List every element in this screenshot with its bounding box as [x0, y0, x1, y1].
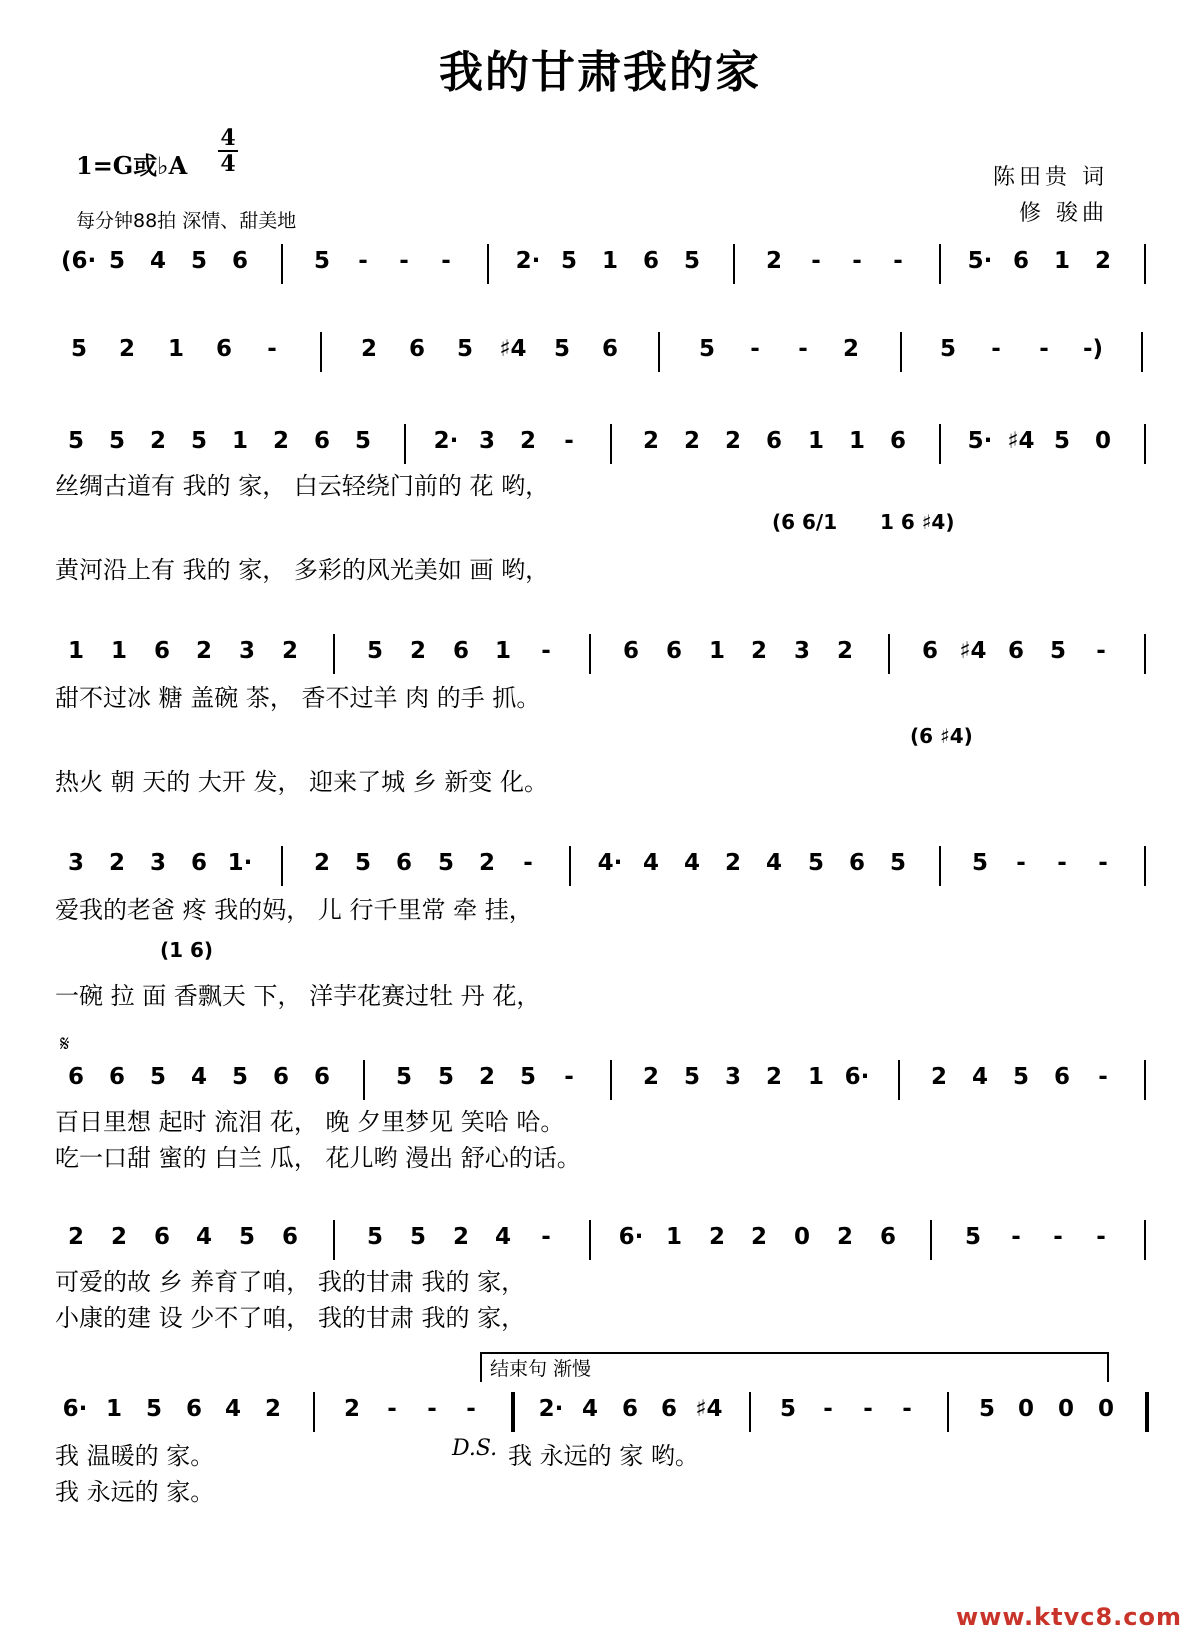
note: - — [863, 1396, 873, 1422]
bar-line — [1144, 846, 1146, 886]
note: - — [466, 1396, 476, 1422]
bar-line — [404, 424, 406, 464]
note: 5 — [108, 248, 125, 274]
bar-line — [1144, 634, 1146, 674]
note: 3 — [724, 1064, 741, 1090]
note: 4 — [224, 1396, 241, 1422]
note: 5 — [1053, 428, 1070, 454]
note: 3 — [149, 850, 166, 876]
note: 6 — [921, 638, 938, 664]
bar-line — [947, 1392, 949, 1432]
bar-line — [313, 1392, 315, 1432]
note: 5 — [149, 1064, 166, 1090]
note: 5 — [683, 1064, 700, 1090]
note: 1· — [227, 850, 253, 876]
bar-line — [333, 1220, 335, 1260]
note: -) — [1082, 336, 1104, 362]
lyric-line: 一碗 拉 面 香飘天 下， 洋芋花赛过牡 丹 花， — [55, 982, 541, 1010]
note: 2 — [108, 850, 125, 876]
note: 4 — [494, 1224, 511, 1250]
note: 5 — [354, 850, 371, 876]
note: - — [1096, 1224, 1106, 1250]
note: 2 — [110, 1224, 127, 1250]
note: 5 — [519, 1064, 536, 1090]
note: 5· — [967, 428, 993, 454]
lyric-line: 丝绸古道有 我的 家， 白云轻绕门前的 花 哟， — [55, 472, 550, 500]
note: 1 — [67, 638, 84, 664]
note: 6· — [618, 1224, 644, 1250]
bar-line — [1144, 424, 1146, 464]
note: 4 — [190, 1064, 207, 1090]
note: 6· — [844, 1064, 870, 1090]
ending-label: 结束句 渐慢 — [490, 1358, 592, 1380]
note: 6 — [67, 1064, 84, 1090]
lyric-line: 百日里想 起时 流泪 花， 晚 夕里梦见 笑哈 哈。 — [55, 1108, 565, 1136]
note: 2 — [281, 638, 298, 664]
note: 3 — [793, 638, 810, 664]
note: 2 — [67, 1224, 84, 1250]
note: - — [852, 248, 862, 274]
note: 2 — [409, 638, 426, 664]
bar-line — [888, 634, 890, 674]
note: - — [523, 850, 533, 876]
lyric-line: 我 永远的 家。 — [55, 1478, 215, 1506]
note: 6 — [1012, 248, 1029, 274]
bar-line — [939, 846, 941, 886]
note: 6 — [660, 1396, 677, 1422]
lyric-line: 黄河沿上有 我的 家， 多彩的风光美如 画 哟， — [55, 556, 550, 584]
note: 1 — [231, 428, 248, 454]
note: 6 — [281, 1224, 298, 1250]
note: 6 — [231, 248, 248, 274]
note: 1 — [601, 248, 618, 274]
note: - — [358, 248, 368, 274]
note: - — [798, 336, 808, 362]
note: 2 — [750, 1224, 767, 1250]
note: (6· — [61, 248, 97, 274]
note: 5 — [231, 1064, 248, 1090]
note: ♯4 — [1007, 428, 1035, 454]
note: - — [991, 336, 1001, 362]
note: 6 — [642, 248, 659, 274]
lyric-line: 爱我的老爸 疼 我的妈， 儿 行千里常 牵 挂， — [55, 896, 533, 924]
bar-line — [511, 1392, 515, 1432]
note: 1 — [494, 638, 511, 664]
note: 6 — [185, 1396, 202, 1422]
note: - — [1098, 1064, 1108, 1090]
note: - — [893, 248, 903, 274]
bar-line — [589, 634, 591, 674]
bar-line — [749, 1392, 751, 1432]
note: 6 — [1007, 638, 1024, 664]
note: 1 — [665, 1224, 682, 1250]
note: - — [399, 248, 409, 274]
bar-line — [1141, 332, 1143, 372]
note: 6 — [395, 850, 412, 876]
bar-line — [610, 1060, 612, 1100]
staff-row — [55, 634, 1165, 674]
note: 2 — [264, 1396, 281, 1422]
note: 6 — [622, 638, 639, 664]
note: - — [750, 336, 760, 362]
note: 5 — [1012, 1064, 1029, 1090]
note: 5· — [967, 248, 993, 274]
grace-note: (1 6) — [160, 938, 214, 962]
note: 5 — [354, 428, 371, 454]
note: 2 — [708, 1224, 725, 1250]
note: 2 — [519, 428, 536, 454]
note: 2 — [642, 1064, 659, 1090]
note: 4 — [149, 248, 166, 274]
note: 6 — [215, 336, 232, 362]
note: 2 — [360, 336, 377, 362]
key-signature: 1=G或♭A — [76, 151, 188, 180]
note: 6 — [665, 638, 682, 664]
note: 4 — [765, 850, 782, 876]
note: - — [823, 1396, 833, 1422]
bar-line — [333, 634, 335, 674]
note: 5 — [698, 336, 715, 362]
staff-row — [55, 1392, 1165, 1432]
note: ♯4 — [695, 1396, 723, 1422]
note: 1 — [167, 336, 184, 362]
segno-sign: 𝄋 — [60, 1032, 70, 1057]
note: - — [387, 1396, 397, 1422]
staff-row — [55, 332, 1165, 372]
note: 5 — [366, 638, 383, 664]
note: 2 — [313, 850, 330, 876]
note: 2 — [836, 1224, 853, 1250]
lyricist-credit: 陈田贵 词 — [993, 165, 1108, 190]
note: 5 — [560, 248, 577, 274]
bar-line — [320, 332, 322, 372]
ending-box — [480, 1352, 1109, 1382]
note: - — [1057, 850, 1067, 876]
grace-note: (6 6/1 — [772, 510, 838, 534]
note: 5 — [553, 336, 570, 362]
page-title: 我的甘肃我的家 — [439, 47, 761, 98]
note: 2 — [343, 1396, 360, 1422]
note: 2 — [478, 1064, 495, 1090]
bar-line — [589, 1220, 591, 1260]
grace-note: (6 ♯4) — [910, 724, 973, 748]
note: 1 — [110, 638, 127, 664]
lyric-line: 吃一口甜 蜜的 白兰 瓜， 花儿哟 漫出 舒心的话。 — [55, 1144, 581, 1172]
time-signature — [215, 126, 241, 176]
bar-line — [939, 244, 941, 284]
time-signature-bottom: 4 — [220, 151, 236, 177]
staff-row — [55, 244, 1165, 284]
note: 6 — [1053, 1064, 1070, 1090]
note: 5 — [366, 1224, 383, 1250]
note: 5 — [889, 850, 906, 876]
note: 5 — [437, 850, 454, 876]
note: 5 — [70, 336, 87, 362]
note: 5 — [1049, 638, 1066, 664]
lyric-line: 甜不过冰 糖 盖碗 茶， 香不过羊 肉 的手 抓。 — [55, 684, 541, 712]
watermark: www.ktvc8.com — [956, 1603, 1182, 1631]
note: 2 — [750, 638, 767, 664]
note: 5 — [190, 248, 207, 274]
note: 6 — [108, 1064, 125, 1090]
note: 6 — [272, 1064, 289, 1090]
note: 2 — [842, 336, 859, 362]
note: 6 — [765, 428, 782, 454]
note: 6 — [408, 336, 425, 362]
note: 4 — [642, 850, 659, 876]
note: 5 — [108, 428, 125, 454]
note: 6 — [621, 1396, 638, 1422]
note: 2 — [836, 638, 853, 664]
lyric-line: 热火 朝 天的 大开 发， 迎来了城 乡 新变 化。 — [55, 768, 549, 796]
note: 2 — [272, 428, 289, 454]
note: 1 — [708, 638, 725, 664]
note: 6 — [452, 638, 469, 664]
note: 6 — [313, 428, 330, 454]
note: 2 — [642, 428, 659, 454]
note: - — [1053, 1224, 1063, 1250]
note: 6 — [601, 336, 618, 362]
note: 0 — [793, 1224, 810, 1250]
tempo-marking: 每分钟88拍 深情、甜美地 — [76, 210, 297, 232]
bar-line — [1145, 1392, 1149, 1432]
note: - — [541, 638, 551, 664]
note: - — [427, 1396, 437, 1422]
note: 4 — [971, 1064, 988, 1090]
note: 1 — [848, 428, 865, 454]
bar-line — [487, 244, 489, 284]
note: 1 — [807, 1064, 824, 1090]
note: ♯4 — [499, 336, 527, 362]
note: 6 — [153, 638, 170, 664]
bar-line — [281, 244, 283, 284]
note: 2 — [452, 1224, 469, 1250]
note: 5 — [779, 1396, 796, 1422]
note: 5 — [313, 248, 330, 274]
note: - — [1016, 850, 1026, 876]
lyric-line: 可爱的故 乡 养育了咱， 我的甘肃 我的 家， — [55, 1268, 526, 1296]
note: 4 — [581, 1396, 598, 1422]
bar-line — [898, 1060, 900, 1100]
note: 6 — [848, 850, 865, 876]
note: 2· — [515, 248, 541, 274]
note: 1 — [807, 428, 824, 454]
note: - — [902, 1396, 912, 1422]
bar-line — [610, 424, 612, 464]
note: 2 — [765, 248, 782, 274]
note: 2 — [724, 850, 741, 876]
note: 4· — [597, 850, 623, 876]
note: 5 — [939, 336, 956, 362]
note: 2 — [683, 428, 700, 454]
note: 6 — [879, 1224, 896, 1250]
note: 5 — [971, 850, 988, 876]
time-signature-top: 4 — [220, 125, 236, 151]
staff-row — [55, 424, 1165, 464]
note: 4 — [683, 850, 700, 876]
note: 0 — [1017, 1396, 1034, 1422]
bar-line — [363, 1060, 365, 1100]
note: - — [564, 428, 574, 454]
composer-credit: 修 骏曲 — [1019, 201, 1108, 226]
note: 2 — [930, 1064, 947, 1090]
note: 0 — [1057, 1396, 1074, 1422]
note: 6 — [889, 428, 906, 454]
note: 5 — [978, 1396, 995, 1422]
note: 1 — [105, 1396, 122, 1422]
note: 2 — [1094, 248, 1111, 274]
bar-line — [658, 332, 660, 372]
lyric-line: 我 温暖的 家。 — [55, 1442, 215, 1470]
note: 6 — [153, 1224, 170, 1250]
note: 2 — [478, 850, 495, 876]
note: - — [541, 1224, 551, 1250]
note: 6 — [190, 850, 207, 876]
lyric-line: 我 永远的 家 哟。 — [508, 1442, 699, 1470]
note: 4 — [195, 1224, 212, 1250]
bar-line — [1144, 244, 1146, 284]
note: 5 — [409, 1224, 426, 1250]
note: 2 — [195, 638, 212, 664]
note: 2· — [433, 428, 459, 454]
note: 2 — [149, 428, 166, 454]
note: - — [1039, 336, 1049, 362]
bar-line — [281, 846, 283, 886]
staff-row — [55, 1060, 1165, 1100]
staff-row — [55, 1220, 1165, 1260]
note: 2 — [118, 336, 135, 362]
note: 5 — [964, 1224, 981, 1250]
note: 5 — [437, 1064, 454, 1090]
note: 3 — [478, 428, 495, 454]
note: 5 — [683, 248, 700, 274]
note: 0 — [1097, 1396, 1114, 1422]
bar-line — [1144, 1220, 1146, 1260]
bar-line — [733, 244, 735, 284]
note: 5 — [456, 336, 473, 362]
note: - — [1098, 850, 1108, 876]
note: 1 — [1053, 248, 1070, 274]
note: 5 — [395, 1064, 412, 1090]
bar-line — [939, 424, 941, 464]
note: - — [811, 248, 821, 274]
note: - — [564, 1064, 574, 1090]
ds-mark: D.S. — [452, 1436, 498, 1461]
note: 0 — [1094, 428, 1111, 454]
note: 5 — [67, 428, 84, 454]
note: - — [1096, 638, 1106, 664]
lyric-line: 小康的建 设 少不了咱， 我的甘肃 我的 家， — [55, 1304, 526, 1332]
note: 3 — [67, 850, 84, 876]
bar-line — [1144, 1060, 1146, 1100]
note: 5 — [807, 850, 824, 876]
note: - — [267, 336, 277, 362]
note: - — [441, 248, 451, 274]
bar-line — [569, 846, 571, 886]
note: 5 — [190, 428, 207, 454]
grace-note: 1 6 ♯4) — [880, 510, 955, 534]
note: 5 — [238, 1224, 255, 1250]
bar-line — [930, 1220, 932, 1260]
note: 6· — [62, 1396, 88, 1422]
note: ♯4 — [959, 638, 987, 664]
bar-line — [900, 332, 902, 372]
staff-row — [55, 846, 1165, 886]
note: 6 — [313, 1064, 330, 1090]
note: 3 — [238, 638, 255, 664]
note: 5 — [145, 1396, 162, 1422]
note: - — [1011, 1224, 1021, 1250]
note: 2 — [765, 1064, 782, 1090]
note: 2 — [724, 428, 741, 454]
note: 2· — [538, 1396, 564, 1422]
